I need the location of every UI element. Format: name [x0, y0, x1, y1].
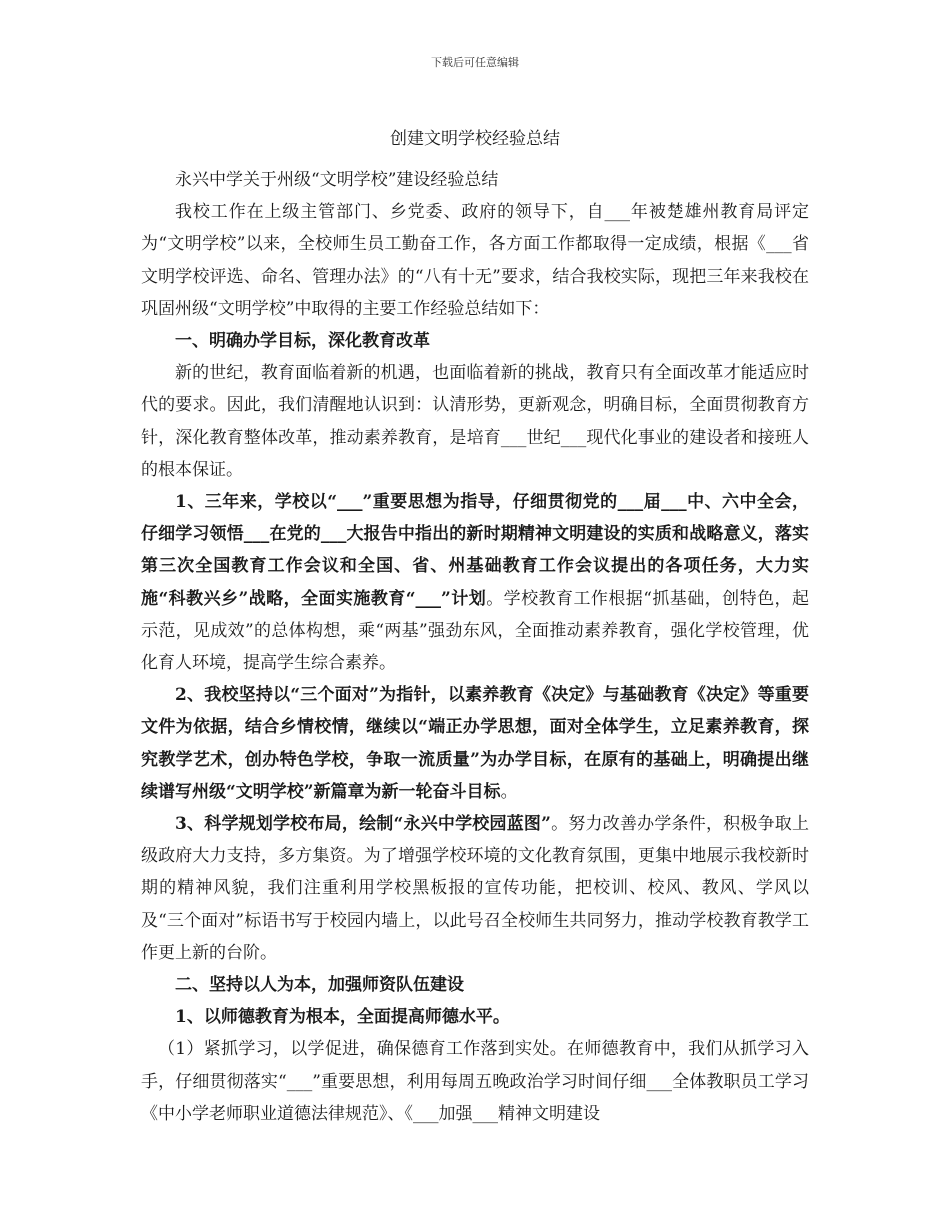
section2-heading: 二、坚持以人为本，加强师资队伍建设: [175, 975, 464, 996]
subtitle: 永兴中学关于州级“文明学校”建设经验总结: [175, 170, 499, 190]
header-note: 下载后可任意编辑: [431, 56, 519, 69]
item3-bold-text: 3、科学规划学校布局，绘制“永兴中学校园蓝图”: [175, 814, 551, 835]
section2-sub-paragraph: （1）紧抓学习，以学促进，确保德育工作落到实处。在师德教育中，我们从抓学习入手，仔细贯彻落实“___”重要思想，利用每周五晚政治学习时间仔细___全体教职员工学习《中小学老师职业道德法律规范》、《___加强___精神文明建设: [141, 1039, 809, 1124]
item3-paragraph: [141, 808, 809, 969]
section1-heading: 一、明确办学目标，深化教育改革: [175, 331, 430, 352]
document-title: 创建文明学校经验总结: [390, 129, 560, 149]
section2-subheading: 1、以师德教育为根本，全面提高师德水平。: [175, 1007, 510, 1028]
document-body: [141, 164, 809, 1130]
section1-paragraph: 新的世纪，教育面临着新的机遇，也面临着新的挑战，教育只有全面改革才能适应时代的要求。因此，我们清醒地认识到：认清形势，更新观念，明确目标，全面贯彻教育方针，深化教育整体改革，推动素养教育，是培育___世纪___现代化事业的建设者和接班人的根本保证。: [141, 363, 809, 480]
item2-text: 。: [500, 781, 518, 802]
item2-bold-text: 2、我校坚持以“三个面对”为指针，以素养教育《决定》与基础教育《决定》等重要文件为依据，结合乡情校情，继续以“端正办学思想，面对全体学生，立足素养教育，探究教学艺术，创办特色学校，争取一流质量”为办学目标，在原有的基础上，明确提出继续谱写州级“文明学校”新篇章为新一轮奋斗目标: [141, 685, 809, 802]
item3-text: 。努力改善办学条件，积极争取上级政府大力支持，多方集资。为了增强学校环境的文化教育氛围，更集中地展示我校新时期的精神风貌，我们注重利用学校黑板报的宣传功能，把校训、校风、教风、学风以及“三个面对”标语书写于校园内墙上，以此号召全校师生共同努力，推动学校教育教学工作更上新的台阶。: [141, 814, 810, 963]
item1-bold-text: 1、三年来，学校以“___”重要思想为指导，仔细贯彻党的___届___中、六中全会，仔细学习领悟___在党的___大报告中指出的新时期精神文明建设的实质和战略意义，落实第三次全国教育工作会议和全国、省、州基础教育工作会议提出的各项任务，大力实施“科教兴乡”战略，全面实施教育“___”计划: [141, 492, 809, 609]
item1-paragraph: [141, 486, 809, 679]
intro-paragraph: 我校工作在上级主管部门、乡党委、政府的领导下，自___年被楚雄州教育局评定为“文明学校”以来，全校师生员工勤奋工作，各方面工作都取得一定成绩，根据《___省文明学校评选、命名、管理办法》的“八有十无”要求，结合我校实际，现把三年来我校在巩固州级“文明学校”中取得的主要工作经验总结如下：: [141, 202, 809, 319]
item1-text: 。学校教育工作根据“抓基础，创特色，起示范，见成效”的总体构想，乘“两基”强劲东风，全面推动素养教育，强化学校管理，优化育人环境，提高学生综合素养。: [141, 588, 809, 674]
item2-paragraph: [141, 679, 809, 808]
